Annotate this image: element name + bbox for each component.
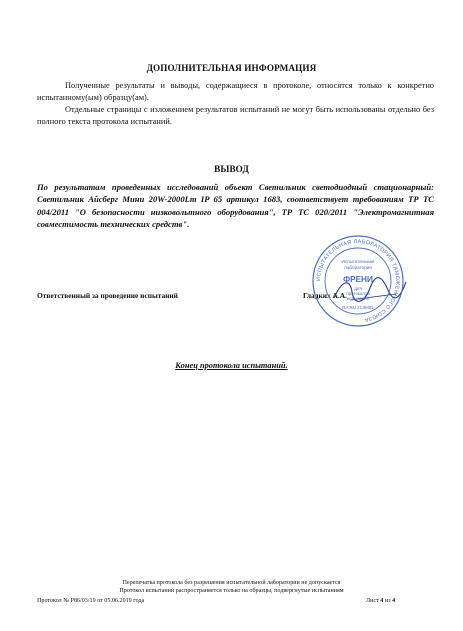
end-of-protocol-text: Конец протокола испытаний. — [175, 361, 288, 370]
sheet-current: 4 — [380, 598, 384, 604]
sheet-label: Лист — [366, 598, 379, 604]
sheet-total: 4 — [392, 598, 396, 604]
stamp-line-2: лаборатория — [344, 265, 372, 270]
stamp-number: RA.RU.21ЭМ82 — [342, 305, 374, 310]
footer-protocol-number: Протокол № Р86/03/19 от 05.06.2019 года — [37, 598, 145, 604]
footer-sheet-counter — [366, 598, 395, 604]
additional-info-title: ДОПОЛНИТЕЛЬНАЯ ИНФОРМАЦИЯ — [146, 63, 317, 73]
end-of-protocol — [0, 361, 463, 370]
responsible-name: Гладких А.А. — [303, 291, 347, 300]
laboratory-stamp — [310, 233, 406, 334]
conclusion-title: ВЫВОД — [214, 164, 249, 174]
stamp-line-5: испытаний — [347, 296, 369, 301]
stamp-center: ФРЕНИ — [343, 275, 373, 284]
footer-note-scope: Протокол испытаний распространяется только на образцы, подвергнутые испытаниям — [119, 588, 344, 594]
stamp-ring-text: ИСПЫТАТЕЛЬНАЯ ЛАБОРАТОРИЯ ТАМОЖЕННОГО СОЮЗА — [315, 238, 401, 323]
additional-info-paragraph-2: Отдельные страницы с изложением результатов испытаний не могут быть использованы отдельно без полного текста протокола испытаний. — [37, 105, 434, 126]
footer-note-reprint: Перепечатка протокола без разрешения испытательной лаборатории не допускается — [122, 580, 341, 586]
stamp-line-4: протоколов — [346, 291, 370, 296]
additional-info-paragraph-1: Полученные результаты и выводы, содержащиеся в протоколе, относятся только к конкретно испытанному(ым) образцу(ам). — [37, 81, 434, 102]
sheet-of: из — [384, 598, 391, 604]
responsible-label: Ответственный за проведение испытаний — [37, 291, 178, 300]
stamp-line-3: для — [354, 286, 362, 291]
stamp-line-1: Испытательная — [341, 259, 375, 264]
conclusion-text: По результатам проведенных исследований объект Светильник светодиодный стационарный: Светильник Айсберг Мини 20W-2000Lm IP 65 артикул 1683, соответствует требованиям ТР ТС 004/2011 "О безопасности низковольтного оборудования", ТР ТС 020/2011 "Электромагнитная совместимость технических средств". — [37, 182, 434, 229]
